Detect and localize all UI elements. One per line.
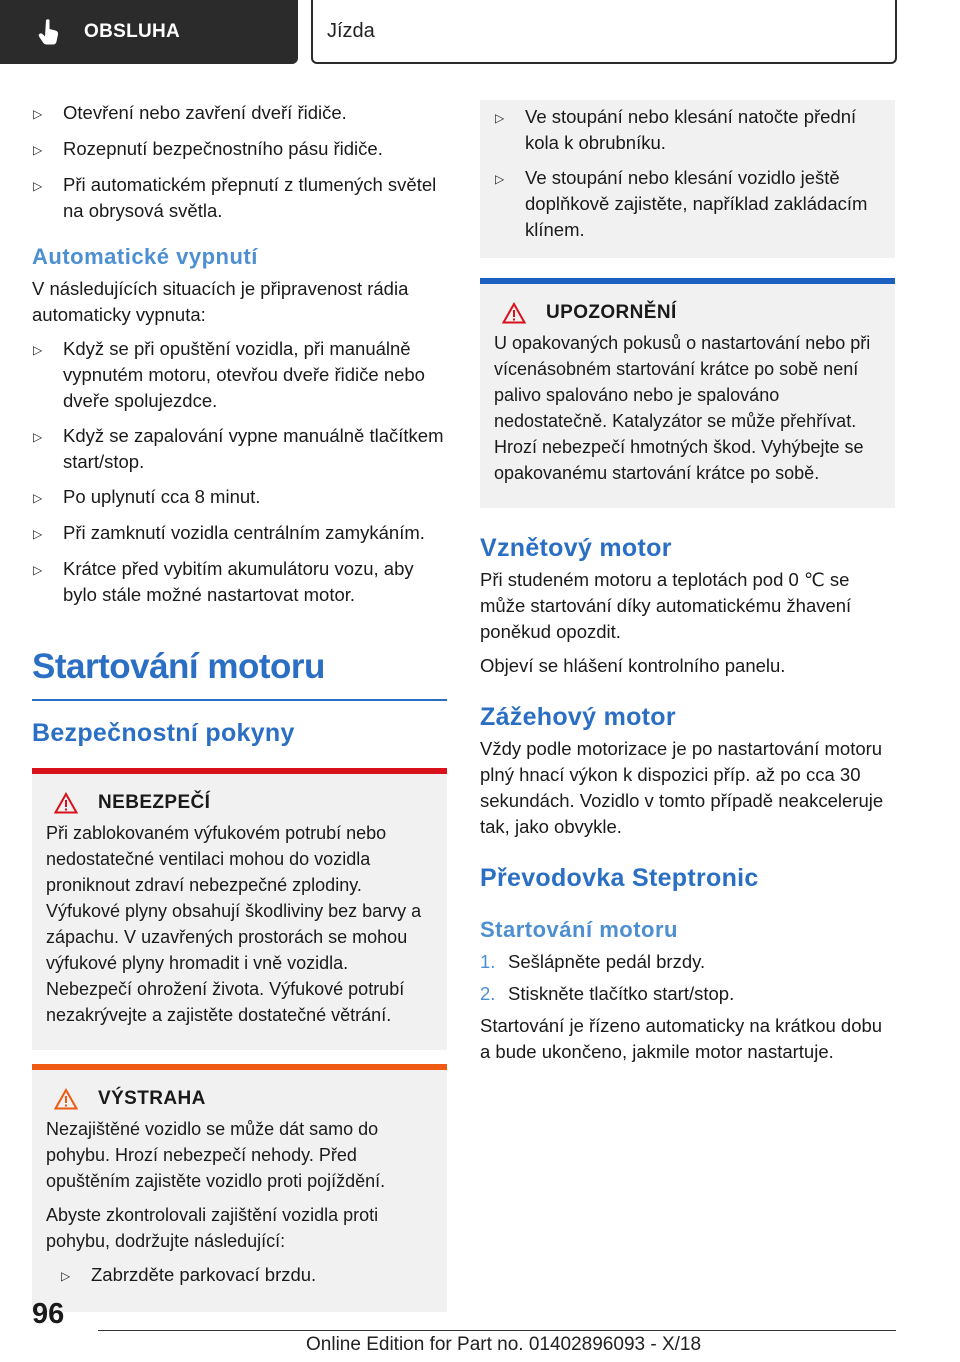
triangle-bullet-icon: ▷ xyxy=(33,563,43,577)
safety-heading: Bezpečnostní pokyny xyxy=(32,719,295,747)
page-number: 96 xyxy=(32,1298,65,1330)
steptronic-text: Startování je řízeno automaticky na krátkou dobu a bude ukončeno, jakmile motor nastartuje. xyxy=(480,1015,883,1062)
diesel-text-1: Při studeném motoru a teplotách pod 0 ℃ se může startování díky automatickému žhavení poněkud opozdit. xyxy=(480,569,852,642)
triangle-bullet-icon: ▷ xyxy=(33,107,43,121)
list-item: ▷ Po uplynutí cca 8 minut. xyxy=(32,484,447,511)
warning-text-1: Nezajištěné vozidlo se může dát samo do pohybu. Hrozí nebezpečí nehody. Před opuštěním zajistěte vozidlo proti pojíždění. xyxy=(46,1119,386,1191)
list-item: ▷ Při automatickém přepnutí z tlumených světel na obrysová světla. xyxy=(32,172,447,224)
triangle-bullet-icon: ▷ xyxy=(495,172,505,186)
right-column xyxy=(480,100,895,1073)
list-item: ▷ Rozepnutí bezpečnostního pásu řidiče. xyxy=(32,136,447,163)
footer-edition: Online Edition for Part no. 01402896093 - X/18 xyxy=(306,1334,702,1355)
warning-title: VÝSTRAHA xyxy=(98,1088,206,1109)
list-item: ▷ Ve stoupání nebo klesání vozidlo ještě doplňkově zajistěte, například zakládacím klínem. xyxy=(494,165,883,243)
danger-box xyxy=(32,774,447,1050)
heading-divider xyxy=(32,699,447,701)
triangle-bullet-icon: ▷ xyxy=(33,527,43,541)
chapter-label: Jízda xyxy=(327,19,375,42)
list-item: 1. Sešlápněte pedál brzdy. xyxy=(480,951,706,972)
triangle-bullet-icon: ▷ xyxy=(33,179,43,193)
section-label: OBSLUHA xyxy=(84,21,181,42)
footer-divider xyxy=(98,1330,896,1331)
chapter-tab xyxy=(311,0,897,64)
steptronic-heading: Převodovka Steptronic xyxy=(480,864,759,892)
triangle-bullet-icon: ▷ xyxy=(33,343,43,357)
danger-title: NEBEZPEČÍ xyxy=(98,792,211,813)
diesel-text-2: Objeví se hlášení kontrolního panelu. xyxy=(480,655,786,676)
auto-off-heading: Automatické vypnutí xyxy=(32,244,258,269)
caution-title: UPOZORNĚNÍ xyxy=(546,302,677,323)
hand-icon xyxy=(38,18,62,46)
list-item: ▷ Otevření nebo zavření dveří řidiče. xyxy=(32,100,447,127)
warning-triangle-icon xyxy=(502,302,526,324)
triangle-bullet-icon: ▷ xyxy=(61,1269,71,1283)
warning-box xyxy=(32,1070,447,1312)
caution-text: U opakovaných pokusů o nastartování nebo při vícenásobném startování krátce po sobě není palivo spalováno nebo je spalováno nedostatečně. Katalyzátor se může přehřívat. Hrozí nebezpečí hmotných škod. Vyhýbejte se opakovanému startování krátce po sobě. xyxy=(494,333,871,483)
triangle-bullet-icon: ▷ xyxy=(33,491,43,505)
auto-off-intro: V následujících situacích je připravenost rádia automaticky vypnuta: xyxy=(32,278,409,325)
warning-triangle-icon xyxy=(54,792,78,814)
danger-text: Při zablokovaném výfukovém potrubí nebo nedostatečné ventilaci mohou do vozidla proniknout zdraví nebezpečné zplodiny. Výfukové plyny obsahují škodliviny bez barvy a zápachu. V uzavřených prostorách se mohou výfukové plyny hromadit i vně vozidla. Nebezpečí ohrožení života. Výfukové potrubí nezakrývejte a zajistěte dostatečné větrání. xyxy=(46,823,422,1025)
list-item: ▷ Když se zapalování vypne manuálně tlačítkem start/stop. xyxy=(32,423,447,475)
list-item: ▷ Při zamknutí vozidla centrálním zamykáním. xyxy=(32,520,447,547)
list-item: ▷ Zabrzděte parkovací brzdu. xyxy=(60,1262,435,1289)
list-item: ▷ Krátce před vybitím akumulátoru vozu, aby bylo stále možné nastartovat motor. xyxy=(32,556,447,608)
list-item: ▷ Ve stoupání nebo klesání natočte přední kola k obrubníku. xyxy=(494,104,883,156)
diesel-heading: Vznětový motor xyxy=(480,534,672,562)
start-engine-heading: Startování motoru xyxy=(32,647,325,686)
warning-triangle-icon xyxy=(54,1088,78,1110)
caution-box xyxy=(480,284,895,508)
section-tab xyxy=(0,0,298,64)
petrol-text: Vždy podle motorizace je po nastartování motoru plný hnací výkon k dispozici příp. až po cca 30 sekundách. Vozidlo v tomto případě neakceleruje tak, jako obvykle. xyxy=(480,738,884,837)
warning-text-2: Abyste zkontrolovali zajištění vozidla proti pohybu, dodržujte následující: xyxy=(46,1205,379,1251)
list-item: ▷ Když se při opuštění vozidla, při manuálně vypnutém motoru, otevřou dveře řidiče nebo dveře spolujezdce. xyxy=(32,336,447,414)
continued-box xyxy=(480,100,895,258)
list-item: 2. Stiskněte tlačítko start/stop. xyxy=(480,983,735,1004)
triangle-bullet-icon: ▷ xyxy=(33,430,43,444)
triangle-bullet-icon: ▷ xyxy=(33,143,43,157)
triangle-bullet-icon: ▷ xyxy=(495,111,505,125)
steptronic-subheading: Startování motoru xyxy=(480,917,678,942)
petrol-heading: Zážehový motor xyxy=(480,703,676,731)
left-column xyxy=(32,100,447,1312)
